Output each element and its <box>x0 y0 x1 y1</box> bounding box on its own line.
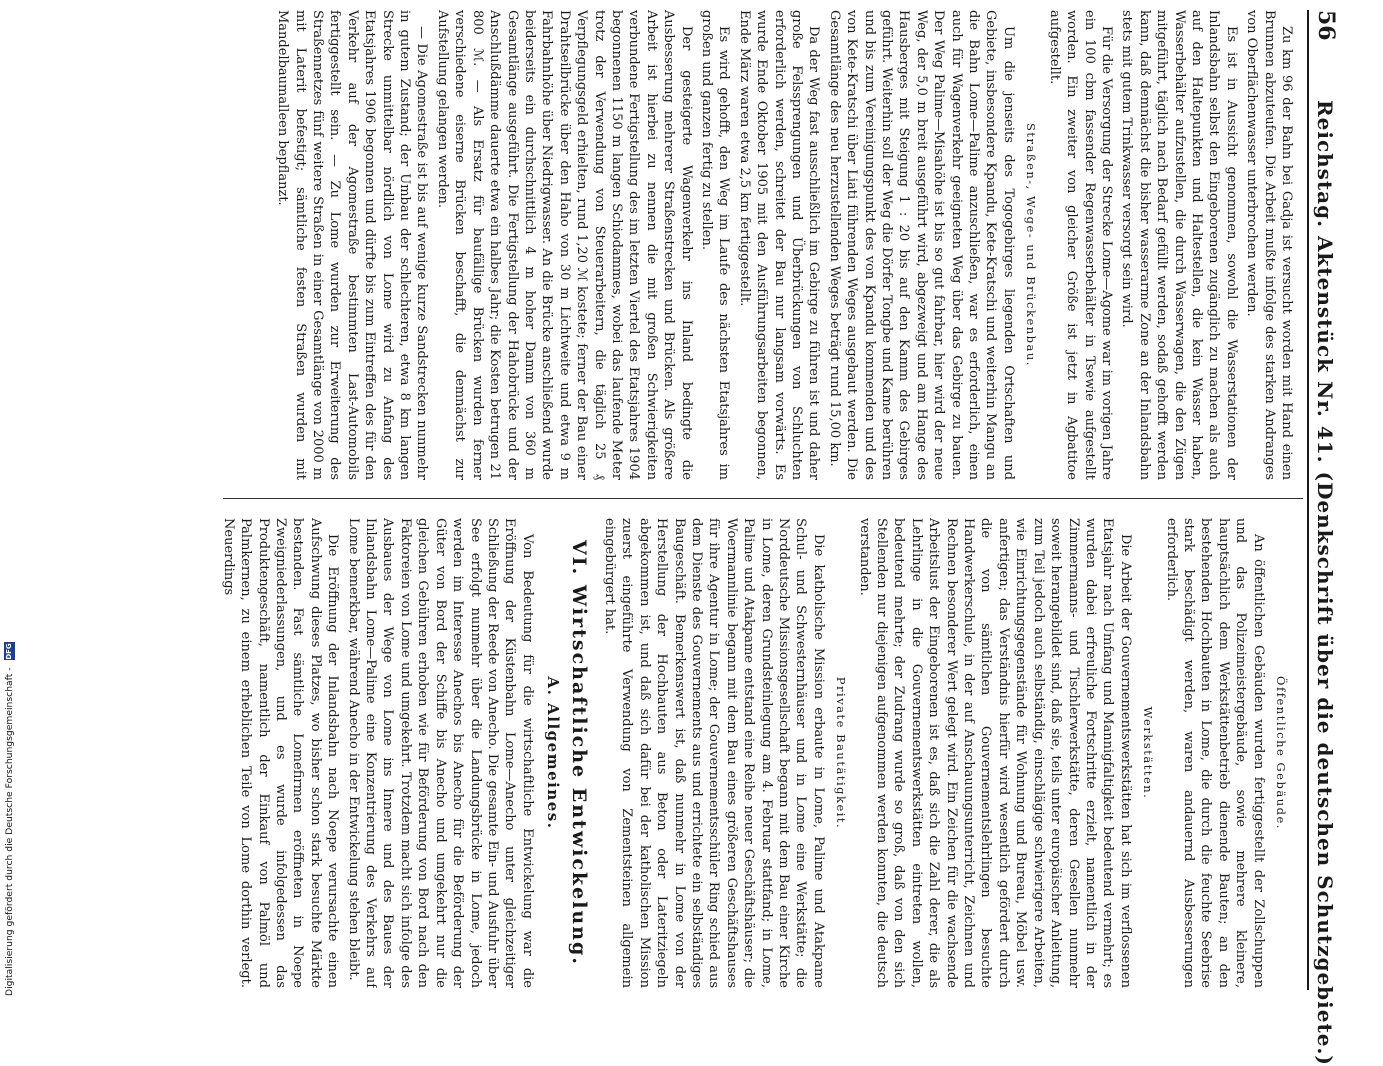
page-header <box>1307 10 1343 1066</box>
paragraph: Um die jenseits des Togogebirges liegenden Ortschaften und Gebiete, insbesondere Kpandu, Kete-Kratschi und weiterhin Mangu an die Bahn Lome—Palime anzuschließen, war es erforderlich, einen auch für Wagenverkehr geeigneten Weg über das Gebirge zu bauen. Der Weg Palime—Misahöhe ist bis so gut fahrbar, hier wird der neue Weg, der 5,0 m breit ausgeführt wird, abgezweigt und am Hange des Hausberges mit Steigung 1 : 20 bis auf den Kamm des Gebirges geführt. Weiterhin soll der Weg die Dörfer Tongbe und Kame berühren und bis zum Vereinigungspunkt des von Kpandu kommenden und des von Kete-Kratschi über Liati führenden Weges ausgebaut werden. Die Gesamtlänge des neu herzustellenden Weges beträgt rund 15,00 km. <box>826 10 1016 480</box>
paragraph: Der gesteigerte Wagenverkehr ins Inland bedingte die Ausbesserung mehrerer Straßenstrecken und Brücken. Als größere Arbeit ist hierbei zu nennen die mit großen Schwierigkeiten verbundene Fertigstellung des im letzten Viertel des Etatsjahres 1904 begonnenen 1150 m langen Schiodammes, wobei das laufende Meter trotz der Verwendung von Steuerarbeitern, die täglich 25 ₰ Verpflegungsgeld erhielten, rund 1,20 ℳ kostete; ferner der Bau einer Drahtseilbrücke über den Haho von 30 m Lichtweite und etwa 9 m Fahrbahnhöhe über Niedrigwasser. An die Brücke anschließend wurde beiderseits ein durchschnittlich 4 m hoher Damm von 360 m Gesamtlänge ausgeführt. Die Fertigstellung der Hahobrücke und der Anschlußdämme dauerte etwa ein halbes Jahr; die Kosten betrugen 21 800 ℳ. — Als Ersatz für baufällige Brücken wurden ferner verschiedene eiserne Brücken beschafft, die demnächst zur Aufstellung gelangen werden. <box>434 10 694 480</box>
paragraph: Es wird gehofft, den Weg im Laufe des nächsten Etatsjahres im großen und ganzen fertig zu stellen. <box>699 10 732 480</box>
paragraph: Da der Weg fast ausschließlich im Gebirge zu führen ist und daher große Felssprengungen und Überbrückungen von Schluchten erforderlich werden, schreitet der Bau nur langsam vorwärts. Es wurde Ende Oktober 1905 mit den Ausführungsarbeiten begonnen, Ende März waren etwa 2,5 km fertiggestellt. <box>736 10 822 480</box>
paragraph: — Die Agomestraße ist bis auf wenige kurze Sandstrecken nunmehr in gutem Zustand; der Umbau der schlechteren, etwa 8 km langen Strecke unmittelbar nördlich von Lome wird zu Anfang des Etatsjahres 1906 begonnen und dürfte bis zum Eintreffen des für den Verkehr auf der Agomestraße bestimmten Last-Automobils fertiggestellt sein. — Zu Lome wurden zur Erweiterung des Straßennetzes fünf weitere Straßen in einer Gesamtlänge von 2000 m mit Laterit befestigt; sämtliche festen Straßen wurden mit Mandelbaumalleen bepflanzt. <box>275 10 430 480</box>
column-divider <box>223 498 1303 499</box>
running-title: Reichstag. Aktenstück Nr. 41. (Denkschrift über die deutschen Schutzgebiete.) <box>1313 100 1337 1066</box>
paragraph: Von Bedeutung für die wirtschaftliche Entwickelung war die Eröffnung der Küstenbahn Lome—Anecho unter gleichzeitiger Schließung der Reede von Anecho. Die gesamte Ein- und Ausfuhr über See erfolgt nunmehr über die Landungsbrücke in Lome, jedoch werden im Interesse Anechos bis Anecho für die Beförderung der Güter von Bord der Schiffe bis Anecho und umgekehrt nur die gleichen Gebühren erhoben wie für Beförderung von Bord nach den Faktoreien von Lome und umgekehrt. Trotzdem macht sich infolge des Ausbaues der Wege von Lome ins Innere und des Baues der Inlandsbahn Lome—Palime eine Konzentrierung des Verkehrs auf Lome bemerkbar, während Anecho in der Entwickelung stehen bleibt. <box>345 518 535 988</box>
page-number: 56 <box>1313 10 1339 41</box>
paragraph: Es ist in Aussicht genommen, sowohl die Wasserstationen der Inlandsbahn selbst den Eingeborenen zugänglich zu machen als auch auf den Haltepunkten und Haltestellen, die kein Wasser haben, Wasserbehälter aufzustellen, die durch Wasserwagen, die den Zügen mitgeführt, täglich nach Bedarf gefüllt werden, sodaß gehofft werden kann, daß demnächst die bisher wasserarme Zone an der Inlandsbahn stets mit gutem Trinkwasser versorgt sein wird. <box>1119 10 1239 480</box>
funding-text: Digitalisierung gefördert durch die Deutsche Forschungsgemeinschaft - <box>4 667 15 996</box>
right-column <box>195 518 1295 988</box>
paragraph: Die Eröffnung der Inlandsbahn nach Noepe verursachte einen Aufschwung dieses Platzes, wo bisher schon stark besuchte Märkte bestanden. Fast sämtliche Lomefirmen eröffneten in Noepe Zweigniederlassungen, und es wurde infolgedessen das Produktengeschäft, namentlich der Einkauf von Palmöl und Palmkernen, zu einem erheblichen Teile von Lome dorthin verlegt. Neuerdings <box>220 518 341 988</box>
paragraph: Zu km 96 der Bahn bei Gadja ist versucht worden mit Hand einen Brunnen abzuteufen. Die Arbeit mußte infolge des starken Andranges von Oberflächenwasser unterbrochen werden. <box>1244 10 1294 480</box>
subhead-roads: Straßen-, Wege- und Brückenbau. <box>1024 123 1039 367</box>
dfg-logo: DFG <box>5 643 13 660</box>
section-title: VI. Wirtschaftliche Entwickelung. <box>567 540 590 966</box>
section-subtitle: A. Allgemeines. <box>544 676 563 830</box>
page-frame <box>43 10 1343 1066</box>
subhead-workshops: Werkstätten. <box>1141 706 1156 800</box>
left-column <box>195 10 1295 480</box>
paragraph: Die Arbeit der Gouvernementswerkstätten hat sich im verflossenen Etatsjahr nach Umfang und Mannigfaltigkeit bedeutend vermehrt; es wurden dabei erfreuliche Fortschritte erzielt, namentlich in der Zimmermanns- und Tischlerwerkstätte, deren Gesellen nunmehr soweit herangebildet sind, daß sie, teils unter europäischer Anleitung, zum Teil jedoch auch selbständig, einschlägige schwierigere Arbeiten, wie Einrichtungsgegenstände für Wohnung und Bureau, Möbel usw. anfertigen; das Verständnis hierfür wird wesentlich gefördert durch die von sämtlichen Gouvernementslehrlingen besuchte Handwerkerschule, in der auf Anschauungsunterricht, Zeichnen und Rechnen besonderer Wert gelegt wird. Ein Zeichen für die wachsende Arbeitslust der Eingeborenen ist es, daß sich die Zahl derer, die als Lehrlinge in die Gouvernementswerkstätten eintreten wollen, bedeutend mehrte; der Zudrang wurde so groß, daß von den sich Stellenden nur diejenigen aufgenommen werden konnten, die deutsch verstanden. <box>856 518 1133 988</box>
subhead-private-building: Private Bautätigkeit. <box>834 676 849 830</box>
subhead-public-buildings: Öffentliche Gebäude. <box>1274 676 1288 830</box>
paragraph: Für die Versorgung der Strecke Lome—Agome war im vorigen Jahre ein 100 cbm fassender Regenwasserbehälter in Tsewie aufgestellt worden. Ein zweiter von gleicher Größe ist jetzt in Agbatitoe aufgestellt. <box>1046 10 1114 480</box>
funding-note <box>2 576 18 996</box>
paragraph: Die katholische Mission erbaute in Lome, Palime und Atakpame Schul- und Schwesternhäuser und in Lome eine Werkstätte; die Norddeutsche Missionsgesellschaft begann mit dem Bau einer Kirche in Lome, deren Grundsteinlegung am 4. Februar stattfand; in Lome, Palime und Atakpame entstand eine Reihe neuer Geschäftshäuser; die Woermannlinie begann mit dem Bau eines größeren Geschäftshauses für ihre Agentur in Lome; der Gouvernementsschüler Ring schied aus dem Dienste des Gouvernements aus und errichtete ein selbständiges Baugeschäft. Bemerkenswert ist, daß nunmehr in Lome von der Herstellung der Hochbauten aus Beton oder Lateritziegeln abgekommen ist, und daß sich dafür bei der katholischen Mission zuerst eingeführte Verwendung von Zementsteinen allgemein eingebürgert hat. <box>601 518 826 988</box>
paragraph: An öffentlichen Gebäuden wurden fertiggestellt der Zollschuppen und das Polizeimeistergebäude, sowie mehrere kleinere, hauptsächlich dem Werkstättenbetrieb dienende Bauten; an den bestehenden Hochbauten in Lome, die durch die feuchte Seebrise stark beschädigt werden, waren andauernd Ausbesserungen erforderlich. <box>1163 518 1266 988</box>
